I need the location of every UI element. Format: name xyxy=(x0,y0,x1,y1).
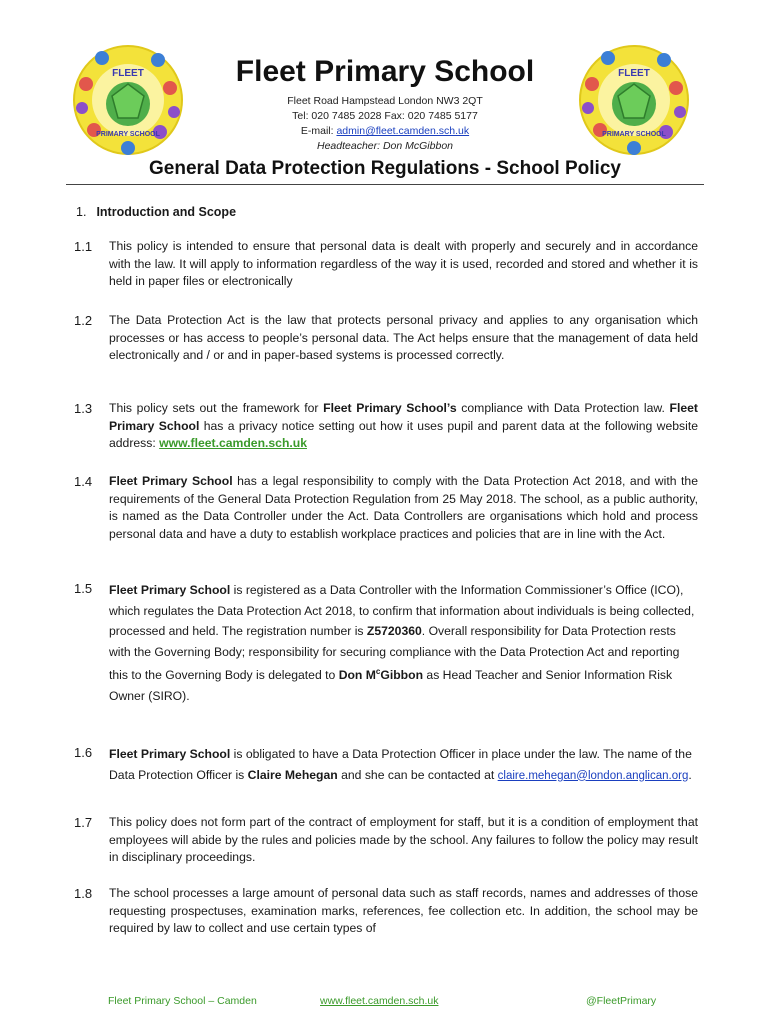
paragraph-text: This policy sets out the framework for Fleet Primary School’s compliance with Data Protection law. Fleet Primary School has a privacy notice setting out how it uses pupil and parent data at the following website address: www.fleet.camden.sch.uk xyxy=(109,401,698,451)
paragraph-number: 1.8 xyxy=(74,886,93,901)
paragraph-1-2 xyxy=(74,312,698,365)
paragraph-1-5 xyxy=(74,580,698,706)
paragraph-1-7 xyxy=(74,814,698,867)
page-footer xyxy=(0,995,770,1011)
footer-twitter[interactable]: @FleetPrimary xyxy=(586,995,657,1007)
paragraph-text: Fleet Primary School has a legal responsibility to comply with the Data Protection Act 2018, and with the requirements of the General Data Protection Regulation from 25 May 2018. The school, as a public authority, is named as the Data Controller under the Act. Data Controllers are organisations which hold and process personal data and have a duty to establish workplace practices and policies that are in line with the Act. xyxy=(109,474,698,541)
paragraph-text: Fleet Primary School is obligated to have a Data Protection Officer in place under the law. The name of the Data Protection Officer is Claire Mehegan and she can be contacted at claire.mehegan@london.anglican.org. xyxy=(109,747,692,782)
section-title: Introduction and Scope xyxy=(96,205,237,219)
school-address: Fleet Road Hampstead London NW3 2QT xyxy=(287,95,483,107)
dpo-email-link[interactable]: claire.mehegan@london.anglican.org xyxy=(497,769,689,782)
footer-school: Fleet Primary School – Camden xyxy=(108,995,257,1007)
paragraph-1-4 xyxy=(74,473,698,543)
letterhead xyxy=(190,50,580,154)
footer-website-link[interactable]: www.fleet.camden.sch.uk xyxy=(320,995,439,1007)
policy-title: General Data Protection Regulations - School Policy xyxy=(66,158,704,185)
paragraph-1-6 xyxy=(74,744,698,786)
paragraph-1-8 xyxy=(74,885,698,938)
paragraph-1-1 xyxy=(74,238,698,291)
paragraph-number: 1.2 xyxy=(74,313,93,328)
paragraph-text: Fleet Primary School is registered as a Data Controller with the Information Commissioner’s Office (ICO), which regulates the Data Protection Act 2018, to confirm that information about individuals is being collected, processed and held. The registration number is Z5720360. Overall responsibility for Data Protection rests with the Governing Body; responsibility for securing compliance with the Data Protection Act and reporting this to the Governing Body is delegated to Don $M^cGibbon$ as Head Teacher and Senior Information Risk Owner (SIRO). xyxy=(109,583,695,703)
paragraph-text: The school processes a large amount of personal data such as staff records, names and addresses of those requesting prospectuses, examination marks, references, fee collection etc. In addition, the school may be required by law to collect and use certain types of xyxy=(109,886,698,936)
paragraph-number: 1.1 xyxy=(74,239,93,254)
section-number: 1. xyxy=(76,205,87,219)
headteacher: Headteacher: Don McGibbon xyxy=(317,140,453,152)
logo-text-top: FLEET xyxy=(618,68,650,79)
logo-text-bottom: PRIMARY SCHOOL xyxy=(602,131,666,138)
section-heading xyxy=(76,205,236,219)
school-name: Fleet Primary School xyxy=(235,55,535,88)
paragraph-text: This policy does not form part of the contract of employment for staff, but it is a condition of employment that employees will abide by the rules and policies made by the school. Any failures to follow the policy may result in disciplinary proceedings. xyxy=(109,815,698,865)
website-link[interactable]: www.fleet.camden.sch.uk xyxy=(159,436,308,451)
logo-text-top: FLEET xyxy=(112,68,144,79)
school-logo-right xyxy=(578,44,690,156)
paragraph-number: 1.3 xyxy=(74,401,93,416)
paragraph-number: 1.7 xyxy=(74,815,93,830)
paragraph-text: The Data Protection Act is the law that protects personal privacy and applies to any organisation which processes or has access to people’s personal data. The Act helps ensure that the management of data held electronically and / or and in paper-based systems is processed correctly. xyxy=(109,313,698,363)
email-link[interactable]: admin@fleet.camden.sch.uk xyxy=(336,125,470,137)
paragraph-number: 1.6 xyxy=(74,745,93,760)
email-line xyxy=(190,124,580,139)
email-label: E-mail: xyxy=(300,125,337,137)
paragraph-number: 1.5 xyxy=(74,581,93,596)
paragraph-text: This policy is intended to ensure that personal data is dealt with properly and securely and in accordance with the law. It will apply to information regardless of the way it is used, recorded and stored and whether it is held in paper files or electronically xyxy=(109,239,698,289)
paragraph-1-3 xyxy=(74,400,698,453)
paragraph-number: 1.4 xyxy=(74,474,93,489)
phone-fax: Tel: 020 7485 2028 Fax: 020 7485 5177 xyxy=(292,110,478,122)
school-logo-left xyxy=(72,44,184,156)
logo-text-bottom: PRIMARY SCHOOL xyxy=(96,131,160,138)
